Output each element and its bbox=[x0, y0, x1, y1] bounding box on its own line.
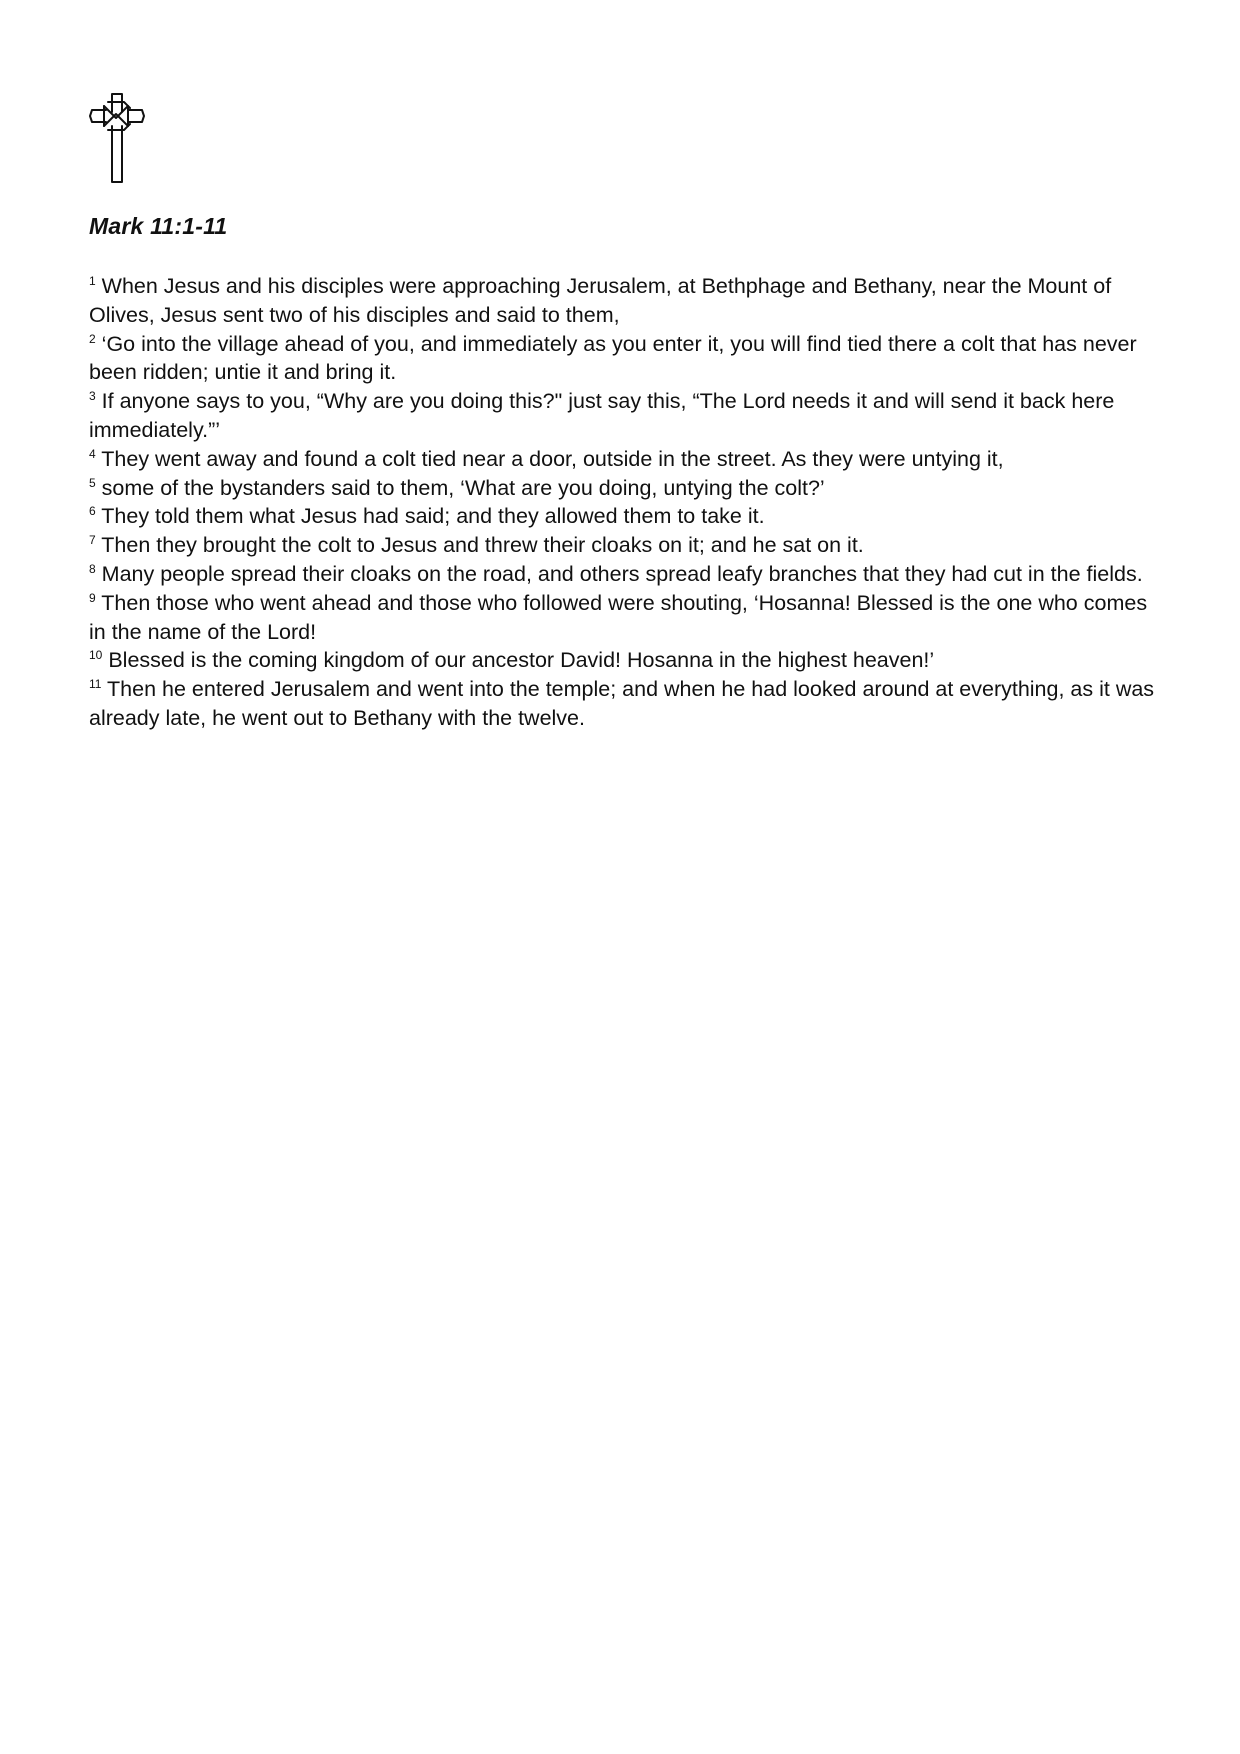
verse-number: 5 bbox=[89, 475, 96, 490]
verse-text: Then he entered Jerusalem and went into the temple; and when he had looked around at everything, as it was already late, he went out to Bethany with the twelve. bbox=[89, 677, 1155, 730]
verse-3 bbox=[89, 387, 1169, 445]
verse-7 bbox=[89, 531, 1169, 560]
verse-5 bbox=[89, 474, 1169, 503]
verse-number: 6 bbox=[89, 504, 96, 519]
verse-number: 1 bbox=[89, 273, 96, 288]
page-title: Mark 11:1-11 bbox=[89, 213, 228, 239]
verse-text: ‘Go into the village ahead of you, and immediately as you enter it, you will find tied there a colt that has never been ridden; untie it and bring it. bbox=[89, 331, 1137, 385]
verse-text: Then those who went ahead and those who followed were shouting, ‘Hosanna! Blessed is the one who comes in the name of the Lord! bbox=[89, 590, 1148, 644]
verse-number: 2 bbox=[89, 331, 96, 346]
cross-icon bbox=[86, 88, 150, 188]
verse-9 bbox=[89, 589, 1169, 647]
verse-text: If anyone says to you, “Why are you doing this?" just say this, “The Lord needs it and will send it back here immediately.”’ bbox=[89, 389, 1115, 442]
passage-body bbox=[89, 272, 1169, 733]
verse-number: 11 bbox=[89, 677, 102, 691]
verse-number: 7 bbox=[89, 533, 96, 548]
verse-text: They told them what Jesus had said; and they allowed them to take it. bbox=[95, 504, 765, 529]
verse-2 bbox=[89, 330, 1169, 388]
verse-10 bbox=[89, 646, 1169, 675]
verse-number: 9 bbox=[89, 590, 96, 605]
verse-number: 8 bbox=[89, 561, 96, 576]
verse-1 bbox=[89, 272, 1169, 330]
verse-text: Then they brought the colt to Jesus and threw their cloaks on it; and he sat on it. bbox=[95, 533, 864, 558]
verse-number: 4 bbox=[89, 446, 96, 461]
verse-number: 3 bbox=[89, 389, 96, 404]
verse-text: Blessed is the coming kingdom of our ancestor David! Hosanna in the highest heaven!’ bbox=[102, 648, 935, 673]
verse-number: 10 bbox=[89, 648, 103, 663]
verse-text: When Jesus and his disciples were approaching Jerusalem, at Bethphage and Bethany, near the Mount of Olives, Jesus sent two of his disciples and said to them, bbox=[89, 274, 1112, 327]
verse-6 bbox=[89, 502, 1169, 531]
verse-text: some of the bystanders said to them, ‘What are you doing, untying the colt?’ bbox=[95, 475, 825, 500]
verse-4 bbox=[89, 445, 1169, 474]
verse-8 bbox=[89, 560, 1169, 589]
verse-text: Many people spread their cloaks on the road, and others spread leafy branches that they had cut in the fields. bbox=[95, 561, 1143, 586]
verse-text: They went away and found a colt tied near a door, outside in the street. As they were untying it, bbox=[95, 446, 1004, 471]
verse-11 bbox=[89, 675, 1169, 733]
